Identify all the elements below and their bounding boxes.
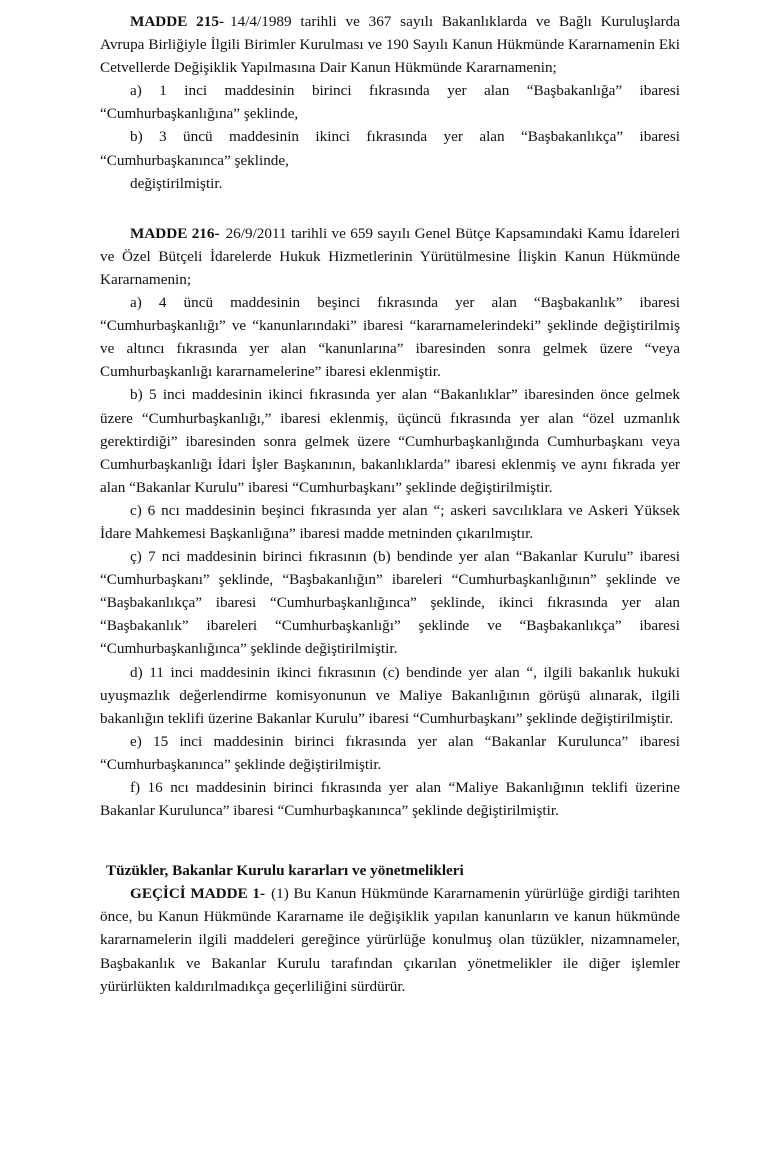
article-216-title: MADDE 216- <box>130 224 220 242</box>
article-216-item-cc: ç) 7 nci maddesinin birinci fıkrasının (b) bendinde yer alan “Bakanlar Kurulu” ibaresi “Cumhurbaşkanı” şeklinde, “Başbakanlığın” ibareleri “Cumhurbaşkanlığının” şeklinde ve “Başbakanlıkça” ibaresi “Cumhurbaşkanlığınca” şeklinde, ikinci fıkrasında yer alan “Başbakanlık” ibareleri “Cumhurbaşkanlığı” şeklinde ve “Başbakanlıkça” ibaresi “Cumhurbaşkanlığınca” şeklinde değiştirilmiştir. <box>100 548 680 658</box>
article-215-intro <box>100 10 680 79</box>
spacer <box>100 822 680 859</box>
article-215-item-a: a) 1 inci maddesinin birinci fıkrasında yer alan “Başbakanlığa” ibaresi “Cumhurbaşkanlığına” şeklinde, <box>100 82 680 123</box>
section-heading: Tüzükler, Bakanlar Kurulu kararları ve yönetmelikleri <box>106 862 464 880</box>
article-216-intro-text: 26/9/2011 tarihli ve 659 sayılı Genel Bütçe Kapsamındaki Kamu İdareleri ve Özel Bütçeli İdarelerde Hukuk Hizmetlerinin Yürütülmesine İlişkin Kanun Hükmünde Kararnamenin; <box>100 224 680 288</box>
provisional-article-1-text <box>100 882 680 997</box>
article-216-item-c: c) 6 ncı maddesinin beşinci fıkrasında yer alan “; askeri savcılıklara ve Askeri Yüksek İdare Mahkemesi Başkanlığına” ibaresi madde metninden çıkarılmıştır. <box>100 501 680 542</box>
article-216-item-d: d) 11 inci maddesinin ikinci fıkrasının (c) bendinde yer alan “, ilgili bakanlık hukuki uyuşmazlık değerlendirme komisyonunun ve Maliye Bakanlığının görüşü alınarak, ilgili bakanlığın teklifi üzerine Bakanlar Kurulu” ibaresi “Cumhurbaşkanı” şeklinde değiştirilmiştir. <box>100 663 680 727</box>
article-216-item-e: e) 15 inci maddesinin birinci fıkrasında yer alan “Bakanlar Kurulunca” ibaresi “Cumhurbaşkanınca” şeklinde değiştirilmiştir. <box>100 732 680 773</box>
spacer <box>100 195 680 222</box>
article-215-intro-text: 14/4/1989 tarihli ve 367 sayılı Bakanlıklarda ve Bağlı Kuruluşlarda Avrupa Birliğiyle İlgili Birimler Kurulması ve 190 Sayılı Kanun Hükmünde Kararnamenin Eki Cetvellerde Değişiklik Yapılmasına Dair Kanun Hükmünde Kararnamenin; <box>100 13 680 77</box>
article-216-intro <box>100 222 680 291</box>
article-215-title: MADDE 215- <box>130 13 225 30</box>
provisional-article-1-body: (1) Bu Kanun Hükmünde Kararnamenin yürürlüğe girdiği tarihten önce, bu Kanun Hükmünde Kararname ile değişiklik yapılan kanunların ve kanun hükmünde kararnamelerin ilgili maddeleri gereğince yürürlüğe konulmuş olan tüzükler, nizamnameler, Başbakanlık ve Bakanlar Kurulu tarafından çıkarılan yönetmelikler ile diğer işlemler yürürlükten kaldırılmadıkça geçerliliğini sürdürür. <box>100 885 680 995</box>
document-body <box>100 10 680 998</box>
article-215 <box>100 10 680 195</box>
article-215-item-b: b) 3 üncü maddesinin ikinci fıkrasında yer alan “Başbakanlıkça” ibaresi “Cumhurbaşkanınca” şeklinde, <box>100 128 680 169</box>
article-216-item-a: a) 4 üncü maddesinin beşinci fıkrasında yer alan “Başbakanlık” ibaresi “Cumhurbaşkanlığı” ve “kanunlarındaki” ibaresi “kararnamelerindeki” şeklinde değiştirilmiş ve altıncı fıkrasında yer alan “kanunlarına” ibaresinden sonra gelmek üzere “veya Cumhurbaşkanlığı kararnamelerine” ibaresi eklenmiştir. <box>100 294 680 381</box>
article-216-item-b: b) 5 inci maddesinin ikinci fıkrasında yer alan “Bakanlıklar” ibaresinden önce gelmek üzere “Cumhurbaşkanlığı,” ibaresi eklenmiş, üçüncü fıkrasında yer alan “özel uzmanlık gerektirdiği” ibaresinden sonra gelmek üzere “Cumhurbaşkanlığında Cumhurbaşkanı veya Cumhurbaşkanlığı İdari İşler Başkanının, bakanlıklarda” ibaresi eklenmiş ve aynı fıkrada yer alan “Bakanlar Kurulu” ibaresi “Cumhurbaşkanı” şeklinde değiştirilmiştir. <box>100 386 680 496</box>
article-216-item-f: f) 16 ncı maddesinin birinci fıkrasında yer alan “Maliye Bakanlığının teklifi üzerine Bakanlar Kurulunca” ibaresi “Cumhurbaşkanınca” şeklinde değiştirilmiştir. <box>100 779 680 820</box>
provisional-article-1 <box>100 859 680 998</box>
article-216 <box>100 222 680 822</box>
article-215-closing: değiştirilmiştir. <box>130 174 223 192</box>
provisional-article-1-title: GEÇİCİ MADDE 1- <box>130 885 266 903</box>
